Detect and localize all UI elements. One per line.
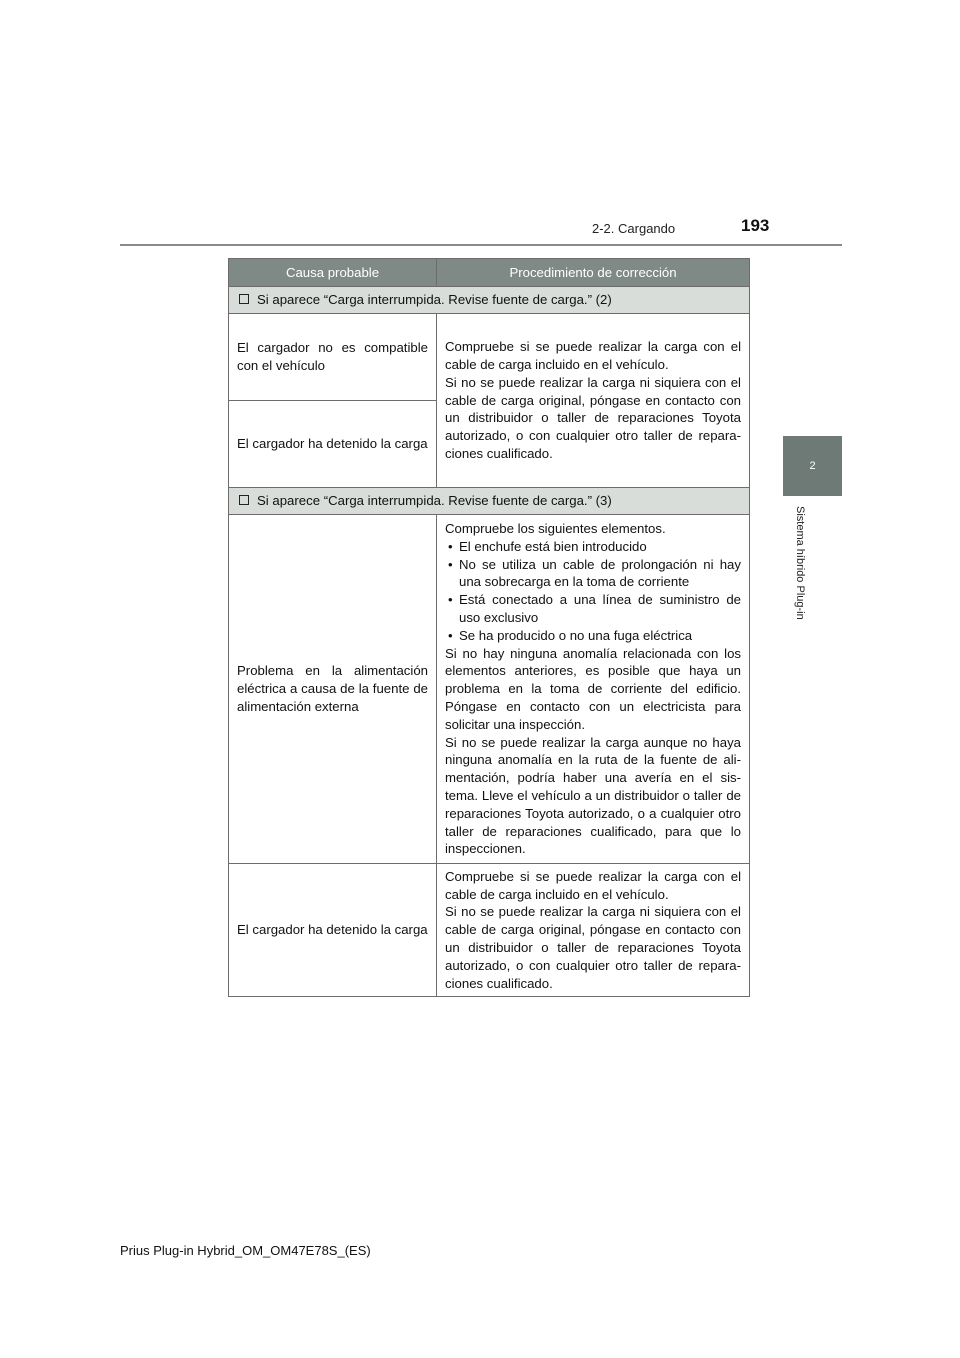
- section-heading-text: Si aparece “Carga interrumpida. Revise fuente de carga.” (3): [257, 493, 612, 509]
- list-item: • El enchufe está bien introducido: [445, 538, 741, 556]
- section-title: 2-2. Cargando: [592, 221, 676, 236]
- procedure-paragraph: Si no se puede realizar la carga ni siquiera con el cable de carga original, póngase en contacto con un distribuidor o taller de reparaciones Toyota autorizado, o con cualquier otro taller de repara-ciones cualificado.: [445, 904, 741, 991]
- column-header-cause: Causa probable: [229, 259, 437, 287]
- list-item: • Se ha producido o no una fuga eléctrica: [445, 627, 741, 645]
- procedure-paragraph: Si no se puede realizar la carga aunque no haya ninguna anomalía en la ruta de la fuente de ali-mentación, podría haber una avería en el sis-tema. Lleve el vehículo a un distribuidor o taller de reparaciones Toyota autorizado, o a cualquier otro taller de reparaciones cualificado, para que lo inspeccionen.: [445, 734, 741, 857]
- procedure-cell: [437, 864, 750, 997]
- list-item: • No se utiliza un cable de prolongación ni hay una sobrecarga en la toma de corriente: [445, 556, 741, 592]
- section-row: [229, 287, 750, 314]
- table-row: [229, 314, 750, 401]
- table-row: [229, 864, 750, 997]
- cause-cell: El cargador no es compatible con el vehículo: [229, 314, 437, 401]
- section-heading: [229, 488, 750, 515]
- chapter-tab-label: Sistema híbrido Plug-in: [794, 506, 806, 620]
- column-header-procedure: Procedimiento de corrección: [437, 259, 750, 287]
- section-row: [229, 488, 750, 515]
- checkbox-square-icon: [239, 495, 249, 505]
- procedure-paragraph: Si no se puede realizar la carga ni siquiera con el cable de carga original, póngase en contacto con un distribuidor o taller de reparaciones Toyota autorizado, o con cualquier otro taller de repara-ciones cualificado.: [445, 374, 741, 461]
- footer-document-id: Prius Plug-in Hybrid_OM_OM47E78S_(ES): [120, 1243, 371, 1258]
- procedure-paragraph: Si no hay ninguna anomalía relacionada con los elementos anteriores, es posible que haya un problema en la toma de corriente del edificio. Póngase en contacto con un electricista para solicitar una inspección.: [445, 645, 741, 732]
- table-header-row: [229, 259, 750, 287]
- procedure-paragraph: Compruebe los siguientes elementos.: [445, 521, 666, 536]
- section-heading-text: Si aparece “Carga interrumpida. Revise fuente de carga.” (2): [257, 292, 612, 308]
- procedure-cell: [437, 314, 750, 488]
- cause-cell: El cargador ha detenido la carga: [229, 864, 437, 997]
- list-item: • Está conectado a una línea de suministro de uso exclusivo: [445, 591, 741, 627]
- chapter-tab-number: 2: [783, 436, 842, 496]
- procedure-cell: [437, 515, 750, 864]
- page-number: 193: [741, 216, 770, 235]
- cause-cell: Problema en la alimentación eléctrica a causa de la fuente de alimentación externa: [229, 515, 437, 864]
- troubleshooting-table: [228, 258, 750, 997]
- cause-cell: El cargador ha detenido la carga: [229, 401, 437, 488]
- procedure-paragraph: Compruebe si se puede realizar la carga con el cable de carga incluido en el vehículo.: [445, 339, 741, 372]
- table-row: [229, 515, 750, 864]
- header-divider: [120, 244, 842, 246]
- section-heading: [229, 287, 750, 314]
- checkbox-square-icon: [239, 294, 249, 304]
- procedure-paragraph: Compruebe si se puede realizar la carga con el cable de carga incluido en el vehículo.: [445, 868, 741, 902]
